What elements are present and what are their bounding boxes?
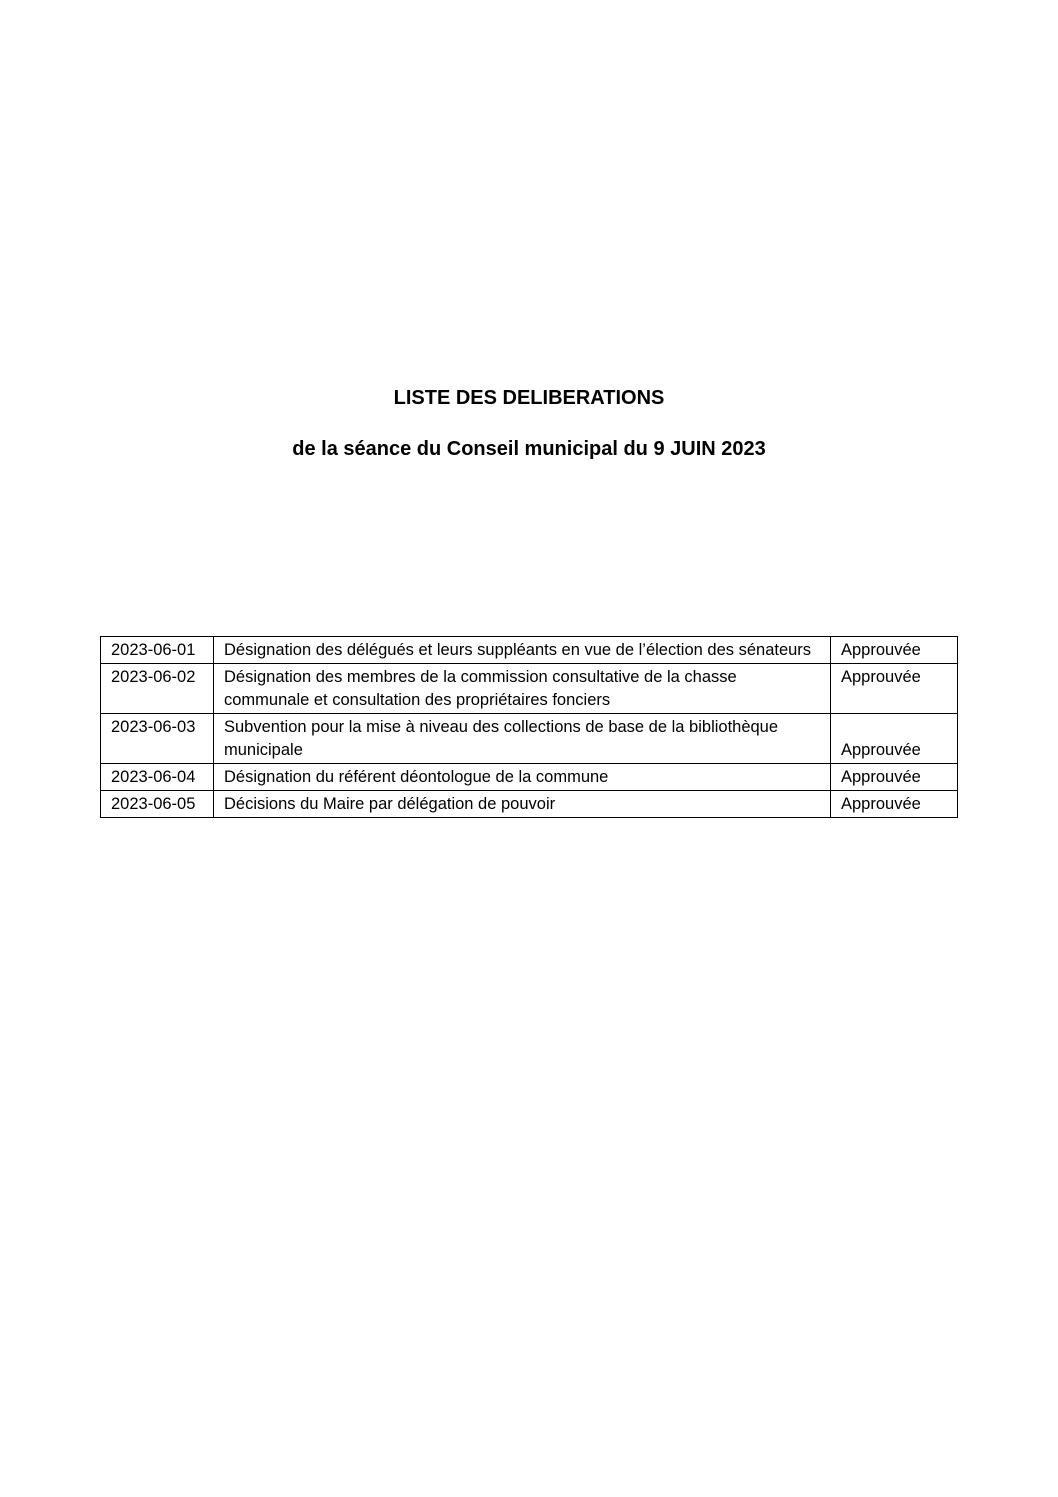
deliberation-subject: Décisions du Maire par délégation de pouvoir: [214, 791, 831, 818]
deliberation-status: Approuvée: [831, 637, 958, 664]
deliberation-subject: Subvention pour la mise à niveau des collections de base de la bibliothèque municipale: [214, 714, 831, 764]
deliberation-subject: Désignation du référent déontologue de la commune: [214, 764, 831, 791]
deliberation-number: 2023-06-02: [101, 664, 214, 714]
deliberation-number: 2023-06-05: [101, 791, 214, 818]
deliberation-number: 2023-06-01: [101, 637, 214, 664]
deliberation-number: 2023-06-04: [101, 764, 214, 791]
deliberation-number: 2023-06-03: [101, 714, 214, 764]
table-row: [101, 664, 958, 714]
deliberation-status: Approuvée: [831, 791, 958, 818]
table-row: [101, 791, 958, 818]
deliberation-status: Approuvée: [831, 664, 958, 714]
table-row: [101, 637, 958, 664]
document-subtitle: de la séance du Conseil municipal du 9 JUIN 2023: [292, 438, 766, 460]
deliberation-subject: Désignation des délégués et leurs suppléants en vue de l’élection des sénateurs: [214, 637, 831, 664]
document-title: LISTE DES DELIBERATIONS: [393, 387, 665, 409]
table-row: [101, 714, 958, 764]
deliberation-status: Approuvée: [831, 764, 958, 791]
deliberations-table: [100, 636, 958, 818]
table-row: [101, 764, 958, 791]
deliberation-status: Approuvée: [831, 714, 958, 764]
deliberation-subject: Désignation des membres de la commission consultative de la chasse communale et consultation des propriétaires fonciers: [214, 664, 831, 714]
